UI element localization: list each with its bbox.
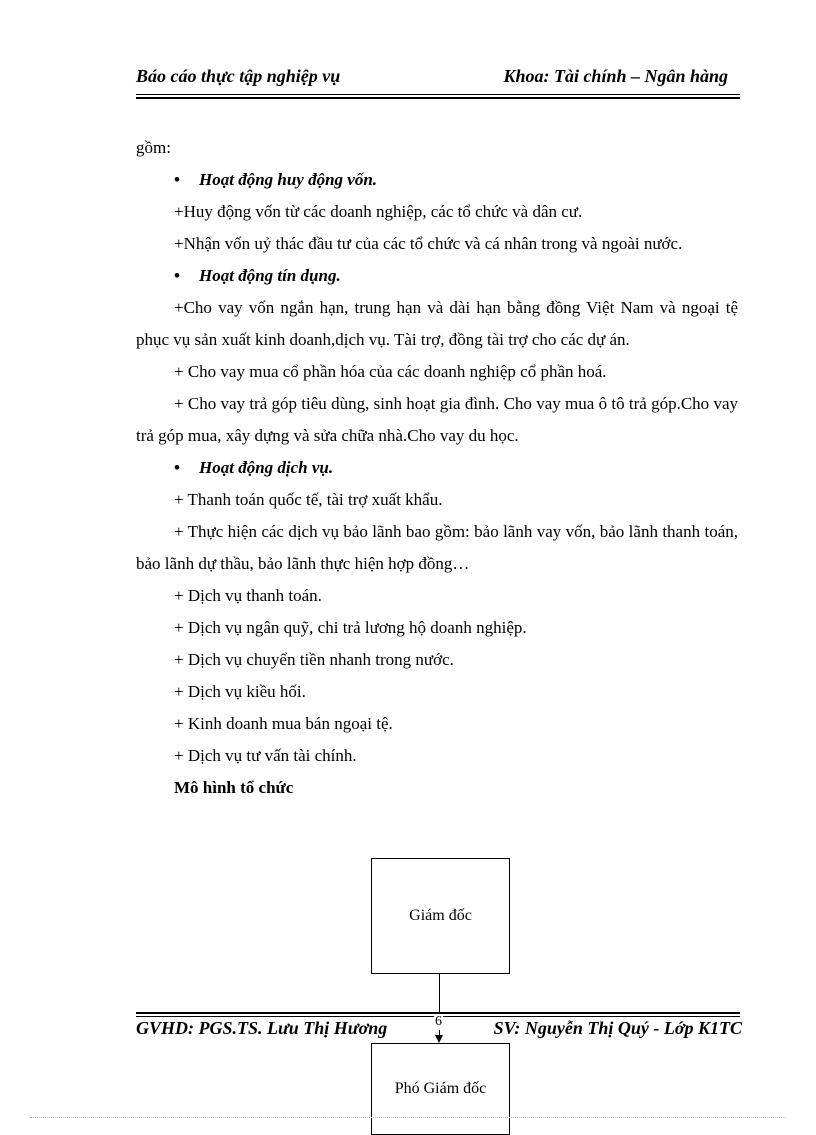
header-rule — [136, 94, 740, 95]
paragraph: + Cho vay trả góp tiêu dùng, sinh hoạt gia đình. Cho vay mua ô tô trả góp.Cho vay trả góp mua, xây dựng và sửa chữa nhà.Cho vay du học. — [136, 394, 738, 445]
section-heading: • Hoạt động huy động vốn. — [136, 164, 738, 196]
paragraph: + Thanh toán quốc tế, tài trợ xuất khẩu. — [174, 490, 443, 509]
header-left: Báo cáo thực tập nghiệp vụ — [136, 66, 341, 86]
org-box-deputy-director — [371, 1043, 510, 1135]
paragraph: +Cho vay vốn ngắn hạn, trung hạn và dài hạn bằng đồng Việt Nam và ngoại tệ phục vụ sản xuất kinh doanh,dịch vụ. Tài trợ, đồng tài trợ cho các dự án. — [136, 298, 738, 349]
paragraph: + Dịch vụ chuyển tiền nhanh trong nước. — [174, 650, 454, 669]
paragraph: + Dịch vụ thanh toán. — [174, 586, 322, 605]
org-box-label: Phó Giám đốc — [394, 1080, 487, 1097]
page-number: 6 — [435, 1014, 442, 1029]
paragraph: +Nhận vốn uỷ thác đầu tư của các tổ chức và cá nhân trong và ngoài nước. — [174, 234, 683, 253]
document-body — [136, 132, 738, 804]
footer-left: GVHD: PGS.TS. Lưu Thị Hương — [136, 1018, 388, 1038]
paragraph: + Kinh doanh mua bán ngoại tệ. — [174, 714, 393, 733]
org-box-label: Giám đốc — [409, 907, 472, 924]
paragraph: + Dịch vụ ngân quỹ, chi trả lương hộ doanh nghiệp. — [174, 618, 527, 637]
section-heading: • Hoạt động tín dụng. — [136, 260, 738, 292]
intro-text: gồm: — [136, 138, 171, 157]
header-rule-thick — [136, 97, 740, 99]
bullet-icon: • — [174, 170, 180, 189]
paragraph: +Huy động vốn từ các doanh nghiệp, các tổ chức và dân cư. — [174, 202, 583, 221]
page-header — [136, 66, 740, 87]
bullet-icon: • — [174, 458, 180, 477]
org-box-director — [371, 858, 510, 974]
paragraph: + Dịch vụ tư vấn tài chính. — [174, 746, 357, 765]
header-right: Khoa: Tài chính – Ngân hàng — [503, 66, 728, 86]
paragraph: + Cho vay mua cổ phần hóa của các doanh nghiệp cổ phần hoá. — [174, 362, 607, 381]
paragraph: + Thực hiện các dịch vụ bảo lãnh bao gồm: bảo lãnh vay vốn, bảo lãnh thanh toán, bảo lãnh dự thầu, bảo lãnh thực hiện hợp đồng… — [136, 522, 738, 573]
org-chart-title: Mô hình tổ chức — [174, 778, 294, 797]
paragraph: + Dịch vụ kiều hối. — [174, 682, 306, 701]
page-edge-divider — [30, 1117, 786, 1118]
section-heading: • Hoạt động dịch vụ. — [136, 452, 738, 484]
footer-right: SV: Nguyễn Thị Quý - Lớp K1TC — [493, 1018, 742, 1038]
bullet-icon: • — [174, 266, 180, 285]
